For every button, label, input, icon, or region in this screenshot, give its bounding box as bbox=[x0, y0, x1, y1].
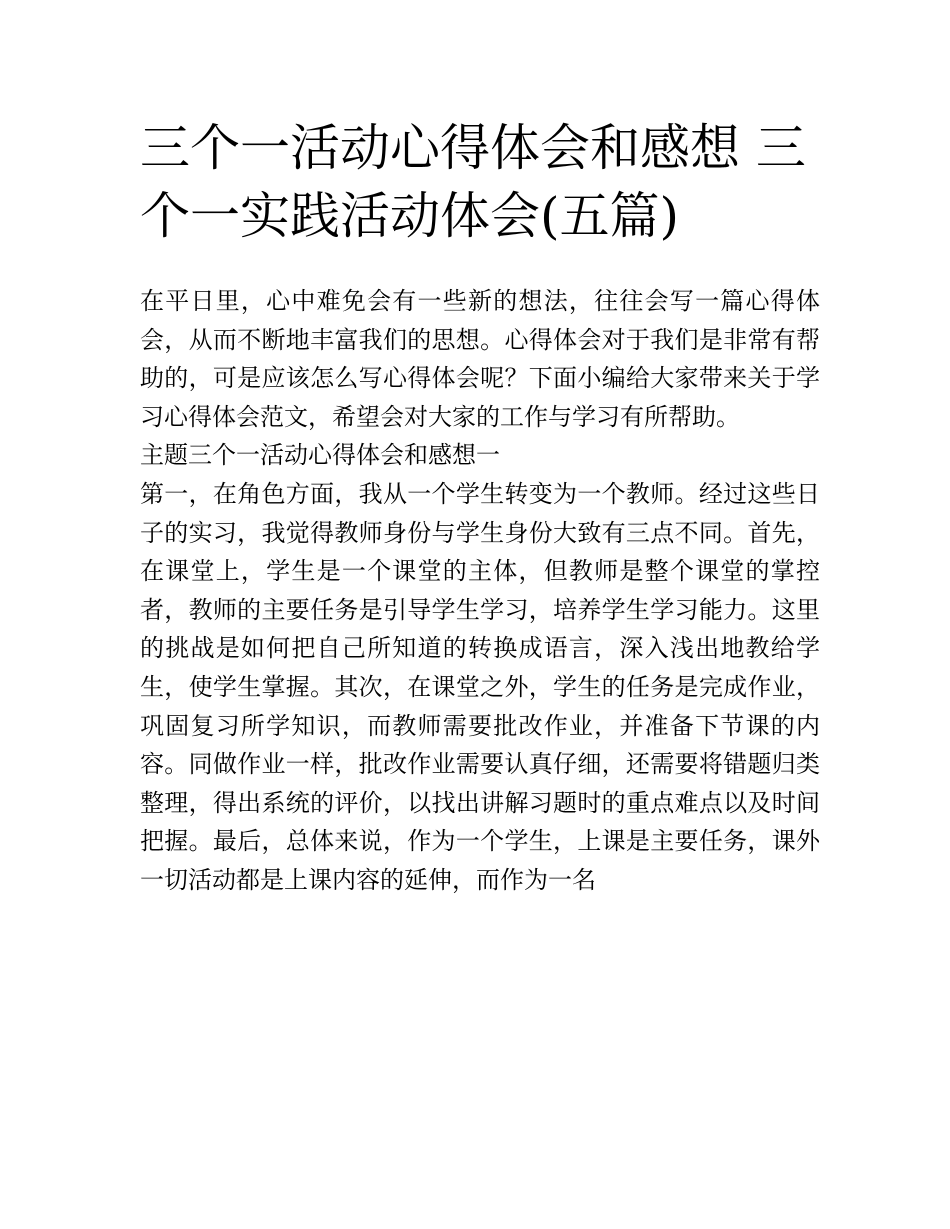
intro-paragraph: 在平日里，心中难免会有一些新的想法，往往会写一篇心得体会，从而不断地丰富我们的思想。心得体会对于我们是非常有帮助的，可是应该怎么写心得体会呢？下面小编给大家带来关于学习心得体会范文，希望会对大家的工作与学习有所帮助。 bbox=[140, 287, 820, 431]
section-paragraph: 第一，在角色方面，我从一个学生转变为一个教师。经过这些日子的实习，我觉得教师身份与学生身份大致有三点不同。首先，在课堂上，学生是一个课堂的主体，但教师是整个课堂的掌控者，教师的主要任务是引导学生学习，培养学生学习能力。这里的挑战是如何把自己所知道的转换成语言，深入浅出地教给学生，使学生掌握。其次，在课堂之外，学生的任务是完成作业，巩固复习所学知识，而教师需要批改作业，并准备下节课的内容。同做作业一样，批改作业需要认真仔细，还需要将错题归类整理，得出系统的评价，以找出讲解习题时的重点难点以及时间把握。最后，总体来说，作为一个学生，上课是主要任务，课外一切活动都是上课内容的延伸，而作为一名 bbox=[140, 479, 820, 894]
document-body bbox=[140, 282, 820, 900]
section-heading: 主题三个一活动心得体会和感想一 bbox=[140, 441, 500, 470]
document-title: 三个一活动心得体会和感想 三个一实践活动体会(五篇) bbox=[140, 119, 806, 245]
